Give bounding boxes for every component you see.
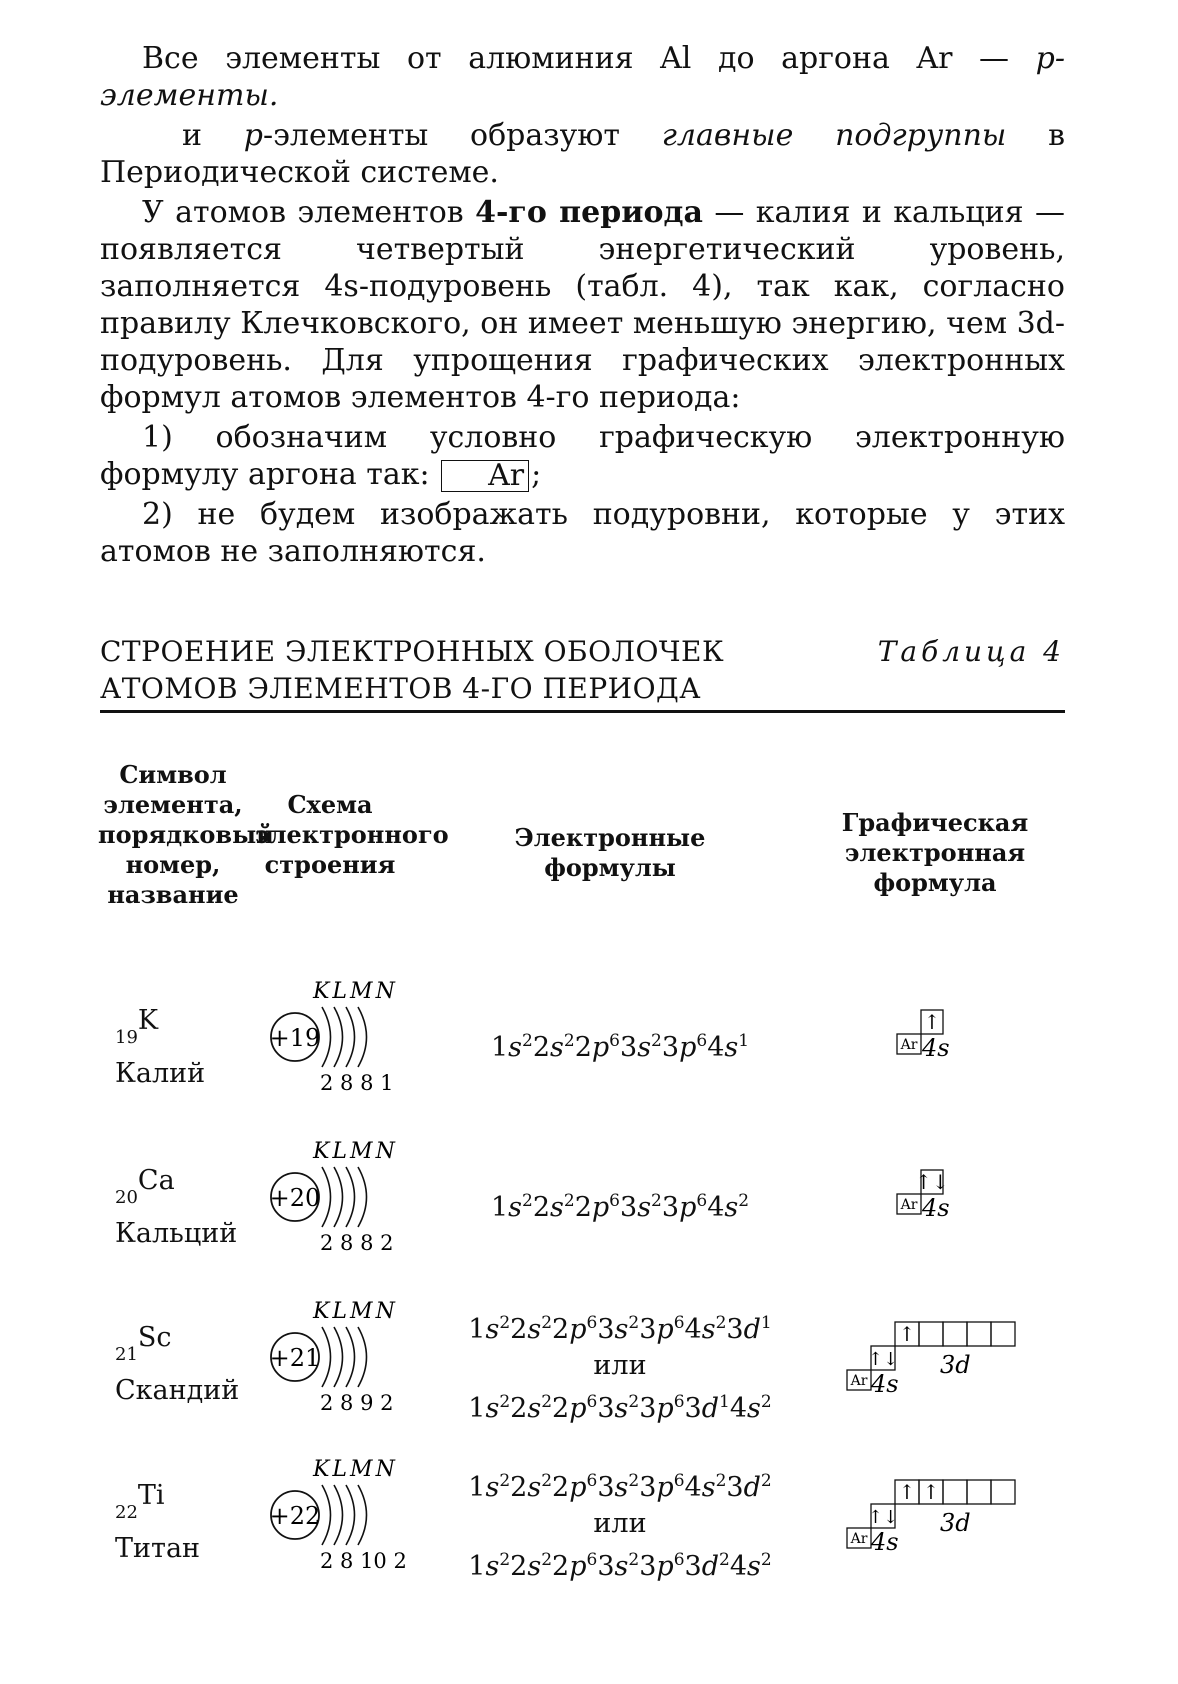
sublevel-3d-label: 3d	[940, 1351, 971, 1379]
shell-letters: KLMN	[313, 979, 398, 1004]
sublevel-4s-label: 4s	[871, 1528, 899, 1556]
electron-counts: 2 8 10 2	[320, 1549, 407, 1573]
table-caption: Таблица 4	[877, 635, 1065, 668]
shell-arc	[334, 1167, 343, 1227]
atom-scheme-ca	[270, 1139, 398, 1255]
formula-ti: $1s^22s^22p^63s^23p^64s^23d^2$ или $1s^22s^22p^63s^23p^63d^24s^2$	[468, 1471, 772, 1582]
atom-scheme-k	[270, 979, 398, 1095]
formula-sc: $1s^22s^22p^63s^23p^64s^23d^1$ или $1s^22s^22p^63s^23p^63d^14s^2$	[468, 1313, 772, 1424]
paragraph-3: У атомов элементов 4-го периода — калия и кальция — появляется четвертый энергетический уровень, заполняется 4s-подуровень (табл. 4), так как, согласно правилу Клечковского, он имеет меньшую энергию, чем 3d-подуровень. Для упрощения графических электронных формул атомов элементов 4-го периода:	[100, 195, 1065, 415]
shell-arc	[358, 1327, 367, 1387]
paragraph-2: и p-элементы образуют главные подгруппы в Периодической системе.	[100, 118, 1065, 190]
argon-box: Ar	[441, 460, 529, 492]
nucleus-charge: +20	[269, 1184, 321, 1212]
sublevel-4s-label: 4s	[922, 1194, 950, 1222]
shell-arc	[346, 1327, 355, 1387]
header-formulas: Электронные формулы	[514, 823, 706, 882]
shell-arc	[346, 1485, 355, 1545]
electron-arrow: ↑↓	[915, 1170, 949, 1194]
paragraph-4: 1) обозначим условно графическую электронную формулу аргона так: Ar ;	[100, 420, 1065, 493]
shell-arc	[334, 1485, 343, 1545]
orbital-3d-box	[991, 1480, 1015, 1504]
orbital-3d-box	[943, 1480, 967, 1504]
paragraph-5: 2) не будем изображать подуровни, которые у этих атомов не заполняются.	[100, 497, 1065, 569]
electron-arrow: ↑↓	[867, 1349, 899, 1370]
ar-label: Ar	[850, 1373, 868, 1389]
element-label-ca: $_{20}$Ca Кальций	[115, 1165, 238, 1249]
shell-arc	[358, 1485, 367, 1545]
shell-arc	[334, 1007, 343, 1067]
sublevel-4s-label: 4s	[922, 1034, 950, 1062]
ar-label: Ar	[900, 1037, 918, 1053]
orbital-diagram-sc	[847, 1322, 1015, 1398]
shell-letters: KLMN	[313, 1457, 398, 1482]
element-label-k: $_{19}$K Калий	[115, 1005, 206, 1089]
electron-arrow: ↑	[898, 1480, 916, 1504]
orbital-3d-box	[967, 1480, 991, 1504]
element-label-ti: $_{22}$Ti Титан	[115, 1480, 201, 1564]
shell-arc	[322, 1167, 331, 1227]
shell-arc	[322, 1485, 331, 1545]
electron-counts: 2 8 8 1	[320, 1071, 394, 1095]
orbital-diagram-ti	[847, 1480, 1015, 1556]
shell-letters: KLMN	[313, 1299, 398, 1324]
electron-arrow: ↑	[922, 1480, 940, 1504]
sublevel-4s-label: 4s	[871, 1370, 899, 1398]
table-title: СТРОЕНИЕ ЭЛЕКТРОННЫХ ОБОЛОЧЕК АТОМОВ ЭЛЕМЕНТОВ 4-ГО ПЕРИОДА Таблица 4	[100, 635, 1065, 705]
shell-arc	[322, 1327, 331, 1387]
nucleus-charge: +21	[269, 1344, 321, 1372]
ar-label: Ar	[850, 1531, 868, 1547]
nucleus-charge: +19	[269, 1024, 321, 1052]
header-graphic: Графическая электронная формула	[841, 808, 1029, 897]
shell-arc	[358, 1007, 367, 1067]
shell-arc	[346, 1167, 355, 1227]
shell-arc	[346, 1007, 355, 1067]
orbital-3d-box	[967, 1322, 991, 1346]
orbital-diagram-ca	[897, 1170, 950, 1222]
orbital-3d-box	[919, 1322, 943, 1346]
element-label-sc: $_{21}$Sc Скандий	[115, 1322, 240, 1406]
paragraph-1: Все элементы от алюминия Al до аргона Ar — p-элементы.	[100, 41, 1065, 113]
shell-arc	[358, 1167, 367, 1227]
orbital-3d-box	[943, 1322, 967, 1346]
electron-arrow: ↑	[898, 1322, 916, 1346]
header-symbol: Символ элемента, порядковый номер, название	[98, 760, 274, 909]
formula-ca: $1s^22s^22p^63s^23p^64s^2$	[490, 1191, 750, 1223]
ar-label: Ar	[900, 1197, 918, 1213]
atom-scheme-ti	[270, 1457, 407, 1573]
electron-arrow: ↑↓	[867, 1507, 899, 1528]
orbital-diagram-k	[897, 1010, 950, 1062]
electron-arrow: ↑	[923, 1010, 941, 1034]
shell-arc	[334, 1327, 343, 1387]
header-scheme: Схема электронного строения	[255, 790, 449, 879]
electron-counts: 2 8 9 2	[320, 1391, 394, 1415]
electron-counts: 2 8 8 2	[320, 1231, 394, 1255]
orbital-3d-box	[991, 1322, 1015, 1346]
sublevel-3d-label: 3d	[940, 1509, 971, 1537]
atom-scheme-sc	[270, 1299, 398, 1415]
shell-arc	[322, 1007, 331, 1067]
formula-k: $1s^22s^22p^63s^23p^64s^1$	[490, 1031, 750, 1063]
shell-letters: KLMN	[313, 1139, 398, 1164]
nucleus-charge: +22	[269, 1502, 321, 1530]
